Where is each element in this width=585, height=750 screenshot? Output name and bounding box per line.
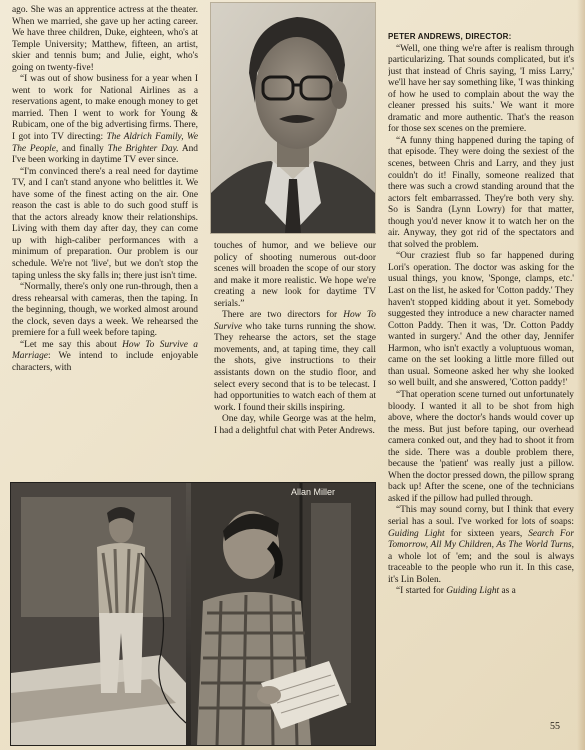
paragraph: “I started for Guiding Light as a bbox=[396, 586, 516, 597]
paragraph: There are two directors for How To Survive who take turns running the show. They rehearse the actors, set the stage movements, and, at taping time, they call the shots, give instructions to their assistants down on the studio floor, and select every second that is to be telecast. I had opportunities to watch each of them at work. I found their skills inspiring. bbox=[214, 310, 376, 413]
studio-scene-photo bbox=[10, 482, 376, 746]
paragraph: “Well, one thing we're after is realism through particularizing. That sounds complicated, but it's just that instead of Chris saying, 'I miss Larry,' we'll have her say something like, 'I was thinking of how he used to complain about the way the cleaner pressed his suits.' We want it more dramatic and more authentic. That's the reason for those sex scenes on the premiere. bbox=[388, 43, 574, 135]
paragraph: touches of humor, and we believe our policy of shooting numerous out-door scenes will broaden the scope of our story and make it more realistic. We hope we're creating a new look for daytime TV serials.” bbox=[214, 241, 376, 309]
paragraph: ago. She was an apprentice actress at the theater. When we married, she gave up her acting career. We have three children, Duke, eighteen, who's at Temple University; Matthew, fifteen, an artist, skier and tennis bum; and Julie, eight, who's going on twenty-five! bbox=[12, 5, 198, 73]
paragraph: “Let me say this about How To Survive a Marriage: We intend to include enjoyable characters, with bbox=[12, 339, 198, 373]
paragraph: “That operation scene turned out unfortunately bloody. I wanted it all to be shot from high above, where the doctor's hands would cover up the mess. But just before taping, our overhead camera conked out, and they had to shoot it from the side. There was a double problem there, because the 'patient' was really just a pillow. When the doctor pressed down, the pillow sprang back up! After the scene, one of the technicians asked if the pillow had pulled through. bbox=[388, 389, 574, 504]
section-byline: PETER ANDREWS, DIRECTOR: bbox=[388, 32, 512, 41]
paragraph: “A funny thing happened during the taping of that episode. They were doing the sexiest of the scenes, between Chris and Larry, and they just couldn't do it! Finally, someone realized that there was such a crowd standing around that the actors felt embarrassed. They're both very shy. So is Sandra (Lynn Lowry) for that matter, though you'd never know it to watch her on the air. Anyway, they got rid of the spectators and that solved the problem. bbox=[388, 135, 574, 250]
paragraph: “I'm convinced there's a real need for daytime TV, and I can't stand anyone who belittles it. We have some of the finest acting on the air. One reason the cast is able to do such good stuff is that the actors already know their relationships. Living with them day after day, they can come up with high-caliber performances with a minimum of preparation. Our problem is our schedule. We're not 'live', but we don't stop the taping unless the sky falls in; there just isn't time. bbox=[12, 166, 198, 281]
paragraph: “I was out of show business for a year when I went to work for National Airlines as a reservations agent, to make enough money to get married. Then I went to work for Young & Rubicam, one of the big advertising firms. There, I got into TV directing: The Aldrich Family, We The People, and finally The Brighter Day. And I've been working in daytime TV ever since. bbox=[12, 74, 198, 166]
portrait-photo-peter-andrews bbox=[210, 2, 376, 234]
photo-credit: Allan Miller bbox=[290, 487, 335, 497]
article-column-3 bbox=[388, 31, 574, 743]
article-column-2 bbox=[214, 241, 376, 469]
page-number: 55 bbox=[550, 721, 560, 732]
paragraph: “This may sound corny, but I think that every serial has a soul. I've worked for lots of soaps: Guiding Light for sixteen years, Search For Tomorrow, All My Children, As The World Turns, a whole lot of 'em; and the soul is always traceable to the people who run it. In this case, it's Lin Bolen. bbox=[388, 505, 574, 585]
article-column-1 bbox=[12, 5, 198, 475]
paragraph: “Normally, there's only one run-through, then a dress rehearsal with cameras, then the taping. In the beginning, though, we worked almost around the clock, seven days a week. We rehearsed the premiere for a full week before taping. bbox=[12, 282, 198, 339]
page-edge-stain bbox=[577, 0, 585, 750]
paragraph: One day, while George was at the helm, I had a delightful chat with Peter Andrews. bbox=[214, 414, 376, 436]
paragraph: “Our craziest flub so far happened during Lori's operation. The doctor was asking for the usual things, you know, 'Sponge, clamps, etc.' Last on the list, he asked for 'Cotton paddy.' They haven't stopped kidding about it yet. Somebody suggested they introduce a new character named Cotton Paddy. Then it was, 'Dr. Cotton Paddy wanted in surgery.' And the other day, Jennifer Harmon, who isn't exactly a voluptuous woman, came on the set looking a little more filled out than usual. Someone asked her why she looked so well built, and she answered, 'Cotton paddy!' bbox=[388, 251, 574, 389]
